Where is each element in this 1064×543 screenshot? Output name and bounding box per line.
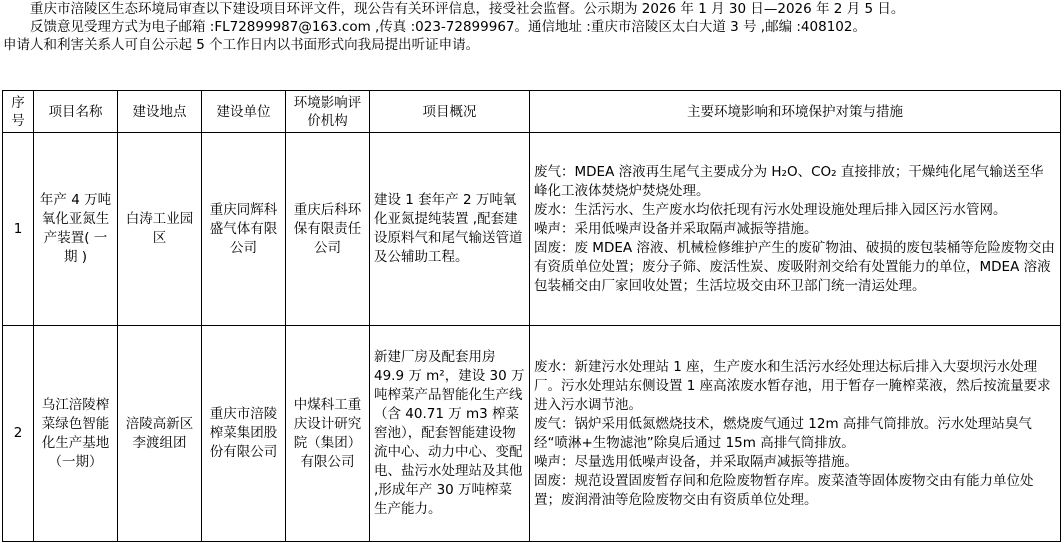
header-eia-org: 环境影响评价机构: [286, 91, 370, 133]
header-overview: 项目概况: [370, 91, 530, 133]
table-row: [3, 326, 1061, 542]
row-measures: [530, 326, 1061, 542]
row-location: 涪陵高新区李渡组团: [118, 326, 202, 542]
measure-gas: 废气：锅炉采用低氮燃烧技术，燃烧废气通过 12m 高排气筒排放。污水处理站臭气经“喷淋+生物滤池”除臭后通过 15m 高排气筒排放。: [534, 415, 1032, 451]
measure-solid: 固废：规范设置固废暂存间和危险废物暂存库。废菜渣等固体废物交由有能力单位处置；废润滑油等危险废物交由有资质单位处理。: [534, 472, 1034, 508]
table-header-row: [3, 91, 1061, 133]
row-eia-org: 中煤科工重庆设计研究院（集团）有限公司: [286, 326, 370, 542]
row-measures: [530, 133, 1061, 326]
measure-gas: 废气：MDEA 溶液再生尾气主要成分为 H₂O、CO₂ 直接排放；干燥纯化尾气输送至华峰化工液体焚烧炉焚烧处理。: [534, 163, 1044, 199]
row-overview: 建设 1 套年产 2 万吨氧化亚氮提纯装置 ,配套建设原料气和尾气输送管道及公辅助工程。: [370, 133, 530, 326]
row-seq: 2: [3, 326, 34, 542]
row-location: 白涛工业园区: [118, 133, 202, 326]
header-name: 项目名称: [34, 91, 118, 133]
row-overview: 新建厂房及配套用房 49.9 万 m²，建设 30 万吨榨菜产品智能化生产线（含 40.71 万 m3 榨菜窖池），配套智能建设物流中心、动力中心、变配电、盐污水处理站及其他 ,形成年产 30 万吨榨菜生产能力。: [370, 326, 530, 542]
measure-noise: 噪声：采用低噪声设备并采取隔声减振等措施。: [534, 220, 818, 237]
row-project-name: 年产 4 万吨氧化亚氮生产装置( 一期 ): [34, 133, 118, 326]
measure-solid: 固废：废 MDEA 溶液、机械检修维护产生的废矿物油、破损的废包装桶等危险废物交由有资质单位处置；废分子筛、废活性炭、废吸附剂交给有处置能力的单位，MDEA 溶液包装桶交由厂家回收处置；生活垃圾交由环卫部门统一清运处理。: [534, 239, 1055, 294]
notice-line-3: 申请人和利害关系人可自公示起 5 个工作日内以书面形式向我局提出听证申请。: [3, 37, 480, 53]
header-unit: 建设单位: [202, 91, 286, 133]
measure-water: 废水：生活污水、生产废水均依托现有污水处理设施处理后排入园区污水管网。: [534, 201, 1007, 218]
notice-header: [3, 0, 1059, 54]
row-eia-org: 重庆后科环保有限责任公司: [286, 133, 370, 326]
header-measures: 主要环境影响和环境保护对策与措施: [530, 91, 1061, 133]
row-unit: 重庆同辉科盛气体有限公司: [202, 133, 286, 326]
notice-line-2: 反馈意见受理方式为电子邮箱 :FL72899987@163.com ,传真 :023-72899967。通信地址 :重庆市涪陵区太白大道 3 号 ,邮编 :408102。: [30, 19, 866, 35]
header-seq: 序号: [3, 91, 34, 133]
table-row: [3, 133, 1061, 326]
measure-noise: 噪声：尽量选用低噪声设备，并采取隔声减振等措施。: [534, 453, 858, 470]
row-seq: 1: [3, 133, 34, 326]
header-location: 建设地点: [118, 91, 202, 133]
notice-line-1: 重庆市涪陵区生态环境局审查以下建设项目环评文件，现公告有关环评信息，接受社会监督。公示期为 2026 年 1 月 30 日—2026 年 2 月 5 日。: [30, 1, 905, 17]
row-project-name: 乌江涪陵榨菜绿色智能化生产基地（一期）: [34, 326, 118, 542]
measure-water: 废水：新建污水处理站 1 座，生产废水和生活污水经处理达标后排入大耍坝污水处理厂。污水处理站东侧设置 1 座高浓废水暂存池，用于暂存一腌榨菜液，然后按流量要求进入污水调节池。: [534, 358, 1051, 413]
row-unit: 重庆市涪陵榨菜集团股份有限公司: [202, 326, 286, 542]
project-table: [2, 90, 1061, 542]
